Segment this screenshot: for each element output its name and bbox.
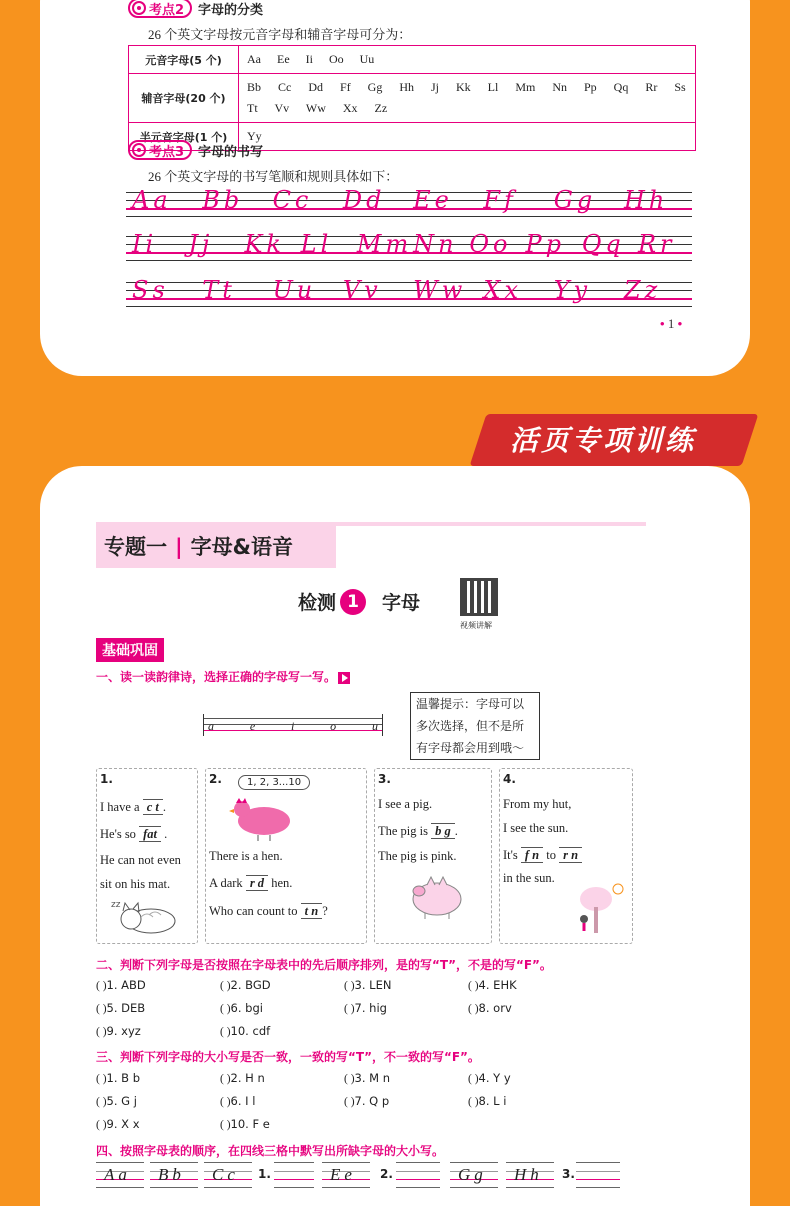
item-text: 9. xyz (106, 1024, 141, 1038)
letter-cell: Hh (506, 1162, 554, 1188)
qr-label: 视频讲解 (460, 621, 492, 630)
answer-blank[interactable]: ( ) (96, 1026, 107, 1038)
handwriting-row-1 (126, 186, 692, 218)
answer-item[interactable] (344, 1001, 387, 1015)
item-text: 10. cdf (230, 1024, 271, 1038)
answer-blank[interactable]: ( ) (468, 980, 479, 992)
kaodian-3-title: 字母的书写 (198, 144, 264, 160)
box-number: 2. (209, 772, 222, 786)
cat-icon (111, 897, 181, 937)
topic-header: 专题一 | 字母&语音 (104, 535, 293, 559)
handwriting-letter: Qq (581, 230, 625, 258)
question-4-writing-grid (96, 1162, 636, 1188)
rhyme-line: He's so fat . (100, 827, 168, 841)
handwriting-row-2 (126, 230, 692, 262)
vowel-options (203, 714, 383, 736)
answer-blank[interactable]: ( ) (344, 1003, 355, 1015)
fill-blank[interactable]: r n (559, 847, 582, 863)
letter-cell: Gg (450, 1162, 498, 1188)
item-text: 1. ABD (106, 978, 146, 992)
handwriting-letter: Zz (623, 276, 662, 304)
answer-item[interactable] (96, 1071, 140, 1085)
vowel-option[interactable]: o (330, 719, 337, 733)
rhyme-box-1 (96, 768, 198, 944)
answer-blank[interactable]: ( ) (220, 1026, 231, 1038)
handwriting-letter: Tt (202, 276, 236, 304)
hen-icon (228, 793, 298, 841)
handwriting-letter: Kk (244, 230, 285, 258)
fill-blank[interactable]: f n (521, 847, 543, 863)
question-4-title: 四、按照字母表的顺序，在四线三格中默写出所缺字母的大小写。 (96, 1144, 445, 1158)
fill-blank[interactable]: t n (301, 903, 323, 919)
item-text: 9. X x (106, 1117, 140, 1131)
answer-blank[interactable]: ( ) (220, 1003, 231, 1015)
answer-blank[interactable]: ( ) (468, 1073, 479, 1085)
answer-item[interactable] (220, 1117, 270, 1131)
handwriting-letter: Ii (132, 230, 158, 258)
pig-icon (405, 873, 465, 919)
rhyme-box-4 (499, 768, 633, 944)
answer-blank[interactable]: ( ) (220, 1073, 231, 1085)
handwriting-letter: Ll (300, 230, 333, 258)
vowel-option[interactable]: a (208, 719, 214, 733)
item-text: 2. BGD (230, 978, 271, 992)
fill-blank[interactable]: r d (246, 875, 268, 891)
item-text: 5. DEB (106, 1001, 146, 1015)
qr-code-icon[interactable] (460, 578, 498, 616)
item-text: 2. H n (230, 1071, 265, 1085)
fill-blank[interactable]: fat (139, 826, 161, 842)
handwriting-letter: Uu (272, 276, 317, 304)
answer-item[interactable] (220, 978, 271, 992)
answer-item[interactable] (468, 978, 517, 992)
intro-text-2: 26 个英文字母按元音字母和辅音字母可分为： (148, 27, 412, 42)
rhyme-line: in the sun. (503, 871, 555, 885)
handwriting-letter: Nn (413, 230, 458, 258)
handwriting-letter: Gg (553, 186, 597, 214)
rhyme-line: A dark r d hen. (209, 876, 293, 890)
table-row (129, 74, 696, 123)
handwriting-letter: Ee (413, 186, 453, 214)
item-text: 8. orv (478, 1001, 512, 1015)
answer-cell[interactable] (396, 1162, 440, 1188)
tip-box (410, 692, 540, 760)
question-1-title: 一、读一读韵律诗，选择正确的字母写一写。 (96, 668, 350, 685)
row-letters: Yy (239, 123, 696, 151)
blank-label: 3. (562, 1167, 575, 1181)
vowel-option[interactable]: e (249, 719, 256, 733)
answer-blank[interactable]: ( ) (96, 1073, 107, 1085)
svg-text:zz: zz (111, 900, 121, 910)
answer-item[interactable] (344, 1094, 389, 1108)
answer-item[interactable] (220, 1024, 270, 1038)
item-text: 6. bgi (230, 1001, 263, 1015)
question-3-title: 三、判断下列字母的大小写是否一致，一致的写“T”，不一致的写“F”。 (96, 1050, 480, 1064)
row-letters: Bb Cc Dd Ff Gg Hh Jj Kk Ll Mm Nn Pp Qq Rr Ss Tt Vv Ww Xx Zz (239, 74, 696, 123)
rhyme-line: The pig is b g . (378, 824, 458, 838)
item-text: 6. I l (230, 1094, 256, 1108)
letter-cell: Bb (150, 1162, 198, 1188)
handwriting-letter: Ww (413, 276, 467, 304)
answer-cell[interactable] (274, 1162, 314, 1188)
item-text: 7. hig (354, 1001, 387, 1015)
rhyme-line: Who can count to t n ? (209, 904, 328, 918)
handwriting-letter: Ss (132, 276, 169, 304)
item-text: 3. M n (354, 1071, 391, 1085)
vowel-option[interactable]: u (371, 719, 378, 733)
speech-bubble: 1, 2, 3...10 (238, 775, 310, 790)
tip-line: 多次选择，但不是所 (416, 719, 525, 733)
test-title (298, 588, 420, 615)
item-text: 5. G j (106, 1094, 137, 1108)
fill-blank[interactable]: b g (431, 823, 455, 839)
handwriting-letter: Jj (188, 230, 214, 258)
answer-item[interactable] (220, 1094, 255, 1108)
answer-item[interactable] (468, 1094, 506, 1108)
item-text: 7. Q p (354, 1094, 390, 1108)
letter-classification-table (128, 45, 696, 151)
tip-line: 有字母都会用到哦～ (416, 741, 525, 755)
sun-tree-icon (572, 881, 628, 937)
blank-label: 1. (258, 1167, 271, 1181)
rhyme-line: I see a pig. (378, 797, 433, 811)
item-text: 1. B b (106, 1071, 141, 1085)
handwriting-letter: Rr (637, 230, 676, 258)
row-letters: Aa Ee Ii Oo Uu (239, 46, 696, 74)
handwriting-letter: Yy (553, 276, 592, 304)
letter-cell: Aa (96, 1162, 144, 1188)
kaodian-3-heading (128, 140, 263, 160)
kaodian-2-title: 字母的分类 (198, 2, 264, 18)
answer-blank[interactable]: ( ) (468, 1096, 479, 1108)
handwriting-letter: Oo (469, 230, 512, 258)
answer-item[interactable] (96, 1117, 140, 1131)
letter-cell: Ee (322, 1162, 370, 1188)
vowel-option[interactable]: i (290, 719, 295, 733)
answer-blank[interactable]: ( ) (96, 1096, 107, 1108)
answer-cell[interactable] (576, 1162, 620, 1188)
banner-title: 活页专项训练 (510, 424, 697, 457)
play-icon[interactable] (338, 672, 350, 684)
letter-cell: Cc (204, 1162, 252, 1188)
page-number: • 1 • (660, 316, 683, 331)
question-2-title: 二、判断下列字母是否按照在字母表中的先后顺序排列，是的写“T”，不是的写“F”。 (96, 958, 552, 972)
section-badge: 基础巩固 (96, 638, 164, 662)
topic-header-line (336, 522, 646, 526)
test-name: 字母 (382, 592, 421, 614)
answer-blank[interactable]: ( ) (220, 980, 231, 992)
answer-item[interactable] (96, 978, 146, 992)
answer-blank[interactable]: ( ) (96, 1119, 107, 1131)
kaodian-3-badge: 考点3 (128, 140, 192, 160)
answer-item[interactable] (96, 1024, 141, 1038)
answer-item[interactable] (344, 1071, 390, 1085)
rhyme-line: He can not even (100, 853, 181, 867)
item-text: 4. Y y (478, 1071, 511, 1085)
answer-blank[interactable]: ( ) (468, 1003, 479, 1015)
handwriting-letter: Mm (356, 230, 413, 258)
handwriting-letter: Hh (623, 186, 669, 214)
rhyme-line: I see the sun. (503, 821, 569, 835)
table-row (129, 46, 696, 74)
handwriting-letter: Aa (132, 186, 172, 214)
topic-number: 专题一 (104, 535, 167, 559)
item-text: 3. LEN (354, 978, 392, 992)
intro-text-3: 26 个英文字母的书写笔顺和规则具体如下： (148, 169, 399, 184)
fill-blank[interactable]: c t (143, 799, 163, 815)
answer-item[interactable] (344, 978, 391, 992)
handwriting-letter: Xx (483, 276, 523, 304)
item-text: 10. F e (230, 1117, 270, 1131)
answer-item[interactable] (468, 1001, 512, 1015)
test-number-badge: 1 (340, 589, 366, 615)
handwriting-letter: Cc (272, 186, 313, 214)
answer-blank[interactable]: ( ) (220, 1119, 231, 1131)
row-head: 半元音字母(1 个) (129, 123, 239, 151)
rhyme-line: It's f n to r n (503, 847, 582, 863)
rhyme-line: From my hut, (503, 797, 572, 811)
answer-blank[interactable]: ( ) (220, 1096, 231, 1108)
handwriting-letter: Bb (202, 186, 244, 214)
test-label: 检测 (298, 592, 337, 614)
target-icon (132, 1, 146, 15)
rhyme-box-3 (374, 768, 492, 944)
handwriting-letter: Ff (483, 186, 517, 214)
tip-line: 温馨提示：字母可以 (416, 697, 525, 711)
answer-item[interactable] (220, 1001, 263, 1015)
handwriting-letter: Vv (342, 276, 382, 304)
box-number: 3. (378, 772, 391, 786)
answer-item[interactable] (96, 1001, 145, 1015)
blank-label: 2. (380, 1167, 393, 1181)
item-text: 4. EHK (478, 978, 517, 992)
rhyme-line: There is a hen. (209, 849, 283, 863)
kaodian-2-badge: 考点2 (128, 0, 192, 18)
rhyme-line: sit on his mat. (100, 877, 171, 891)
rhyme-line: I have a c t . (100, 800, 166, 814)
answer-item[interactable] (96, 1094, 137, 1108)
answer-blank[interactable]: ( ) (344, 1073, 355, 1085)
handwriting-row-3 (126, 276, 692, 308)
answer-blank[interactable]: ( ) (96, 1003, 107, 1015)
answer-blank[interactable]: ( ) (344, 980, 355, 992)
answer-item[interactable] (220, 1071, 265, 1085)
row-head: 辅音字母(20 个) (129, 74, 239, 123)
box-number: 1. (100, 772, 113, 786)
row-head: 元音字母(5 个) (129, 46, 239, 74)
rhyme-line: The pig is pink. (378, 849, 457, 863)
kaodian-2-heading (128, 0, 263, 18)
topic-name: 字母&语音 (190, 535, 293, 559)
handwriting-letter: Pp (525, 230, 566, 258)
rhyme-box-2 (205, 768, 367, 944)
item-text: 8. L i (478, 1094, 507, 1108)
answer-item[interactable] (468, 1071, 511, 1085)
answer-blank[interactable]: ( ) (96, 980, 107, 992)
box-number: 4. (503, 772, 516, 786)
target-icon (132, 143, 146, 157)
answer-blank[interactable]: ( ) (344, 1096, 355, 1108)
handwriting-letter: Dd (342, 186, 386, 214)
